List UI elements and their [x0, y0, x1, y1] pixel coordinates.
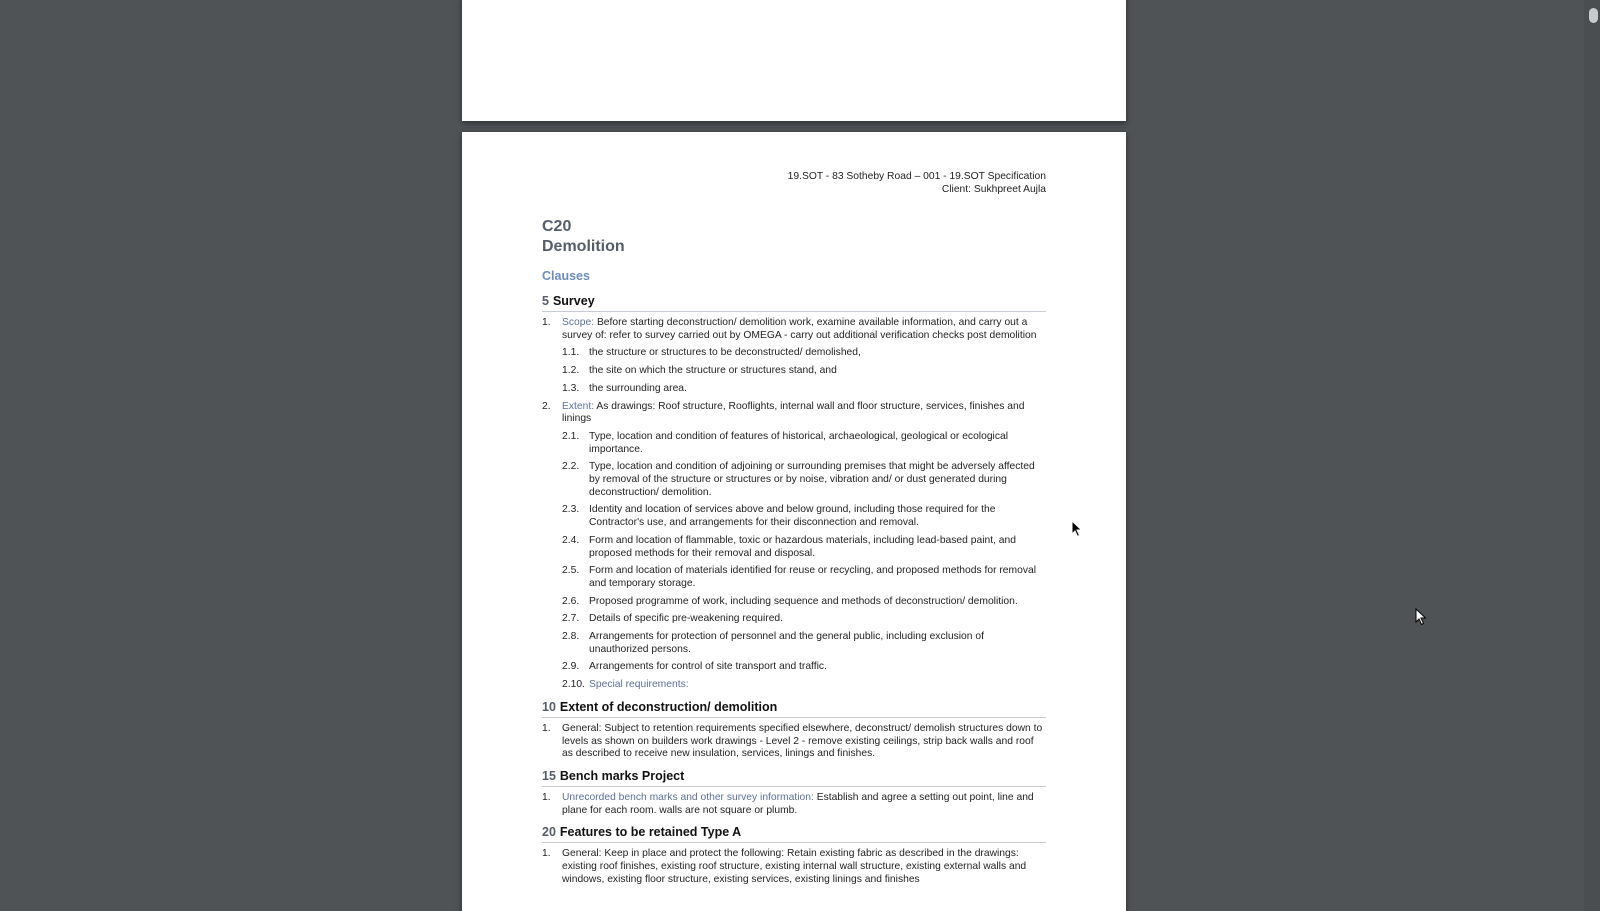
sub-item-number: 1.2. — [562, 365, 580, 377]
sub-item — [542, 347, 1046, 360]
item-text: Establish and agree a setting out point, line and plane for each room. walls are not square or plumb. — [562, 791, 1034, 816]
sub-item-number: 2.4. — [562, 534, 580, 546]
item-number: 1. — [542, 791, 551, 803]
vertical-scrollbar[interactable] — [1584, 0, 1600, 911]
sub-item-body — [589, 596, 1046, 609]
clause-number: 10 — [542, 699, 556, 714]
item-body — [562, 317, 1046, 342]
sub-item-text: Type, location and condition of adjoining or surrounding premises that might be adversely affected by removal of the structure or structures or by noise, vibration and/ or dust generated during deconstruction/ demolition. — [589, 461, 1035, 498]
page-content — [542, 132, 1046, 887]
sub-item — [542, 661, 1046, 674]
sub-item-number: 2.9. — [562, 661, 580, 673]
sub-item-text: Arrangements for control of site transport and traffic. — [589, 661, 827, 673]
sub-item-text: Form and location of flammable, toxic or hazardous materials, including lead-based paint, and proposed methods for their removal and disposal. — [589, 534, 1016, 559]
sub-item-number: 1.1. — [562, 347, 580, 359]
clauses-list — [542, 294, 1046, 887]
clause-item — [542, 401, 1046, 426]
sub-item — [542, 383, 1046, 396]
sub-item-text: Proposed programme of work, including sequence and methods of deconstruction/ demolition. — [589, 595, 1018, 607]
sub-item-body — [589, 431, 1046, 456]
sub-item — [542, 631, 1046, 656]
section-code: C20 — [542, 218, 572, 235]
sub-item-body — [589, 347, 1046, 360]
clause-item — [542, 848, 1046, 886]
clause-title: Extent of deconstruction/ demolition — [559, 699, 778, 714]
document-page — [462, 132, 1126, 911]
document-header — [542, 171, 1046, 196]
item-number: 1. — [542, 317, 551, 328]
sub-item-text: Arrangements for protection of personnel and the general public, including exclusion of unauthorized persons. — [589, 631, 984, 655]
sub-item-number: 1.3. — [562, 382, 580, 394]
sub-item-body — [589, 365, 1046, 378]
sub-item-body — [589, 565, 1046, 590]
sub-item-body — [589, 613, 1046, 626]
sub-item — [542, 679, 1046, 692]
sub-item — [542, 613, 1046, 626]
sub-item-text: the surrounding area. — [589, 382, 687, 394]
clause-title: Features to be retained Type A — [559, 825, 742, 840]
sub-item-term: Special requirements: — [589, 679, 689, 691]
item-body — [562, 848, 1046, 886]
sub-item-text: Details of specific pre-weakening required. — [589, 613, 784, 625]
sub-item — [542, 365, 1046, 378]
sub-item-number: 2.8. — [562, 631, 580, 643]
item-text: General: Subject to retention requirements specified elsewhere, deconstruct/ demolish structures down to levels as shown on builders work drawings - Level 2 - remove existing ceilings, strip back walls and roof as described to receive new insulation, services, linings and finishes. — [562, 722, 1043, 760]
item-number: 2. — [542, 400, 551, 412]
section-name: Demolition — [542, 238, 625, 255]
header-project-line: 19.SOT - 83 Sotheby Road – 001 - 19.SOT Specification — [787, 171, 1046, 182]
item-number: 1. — [542, 722, 551, 734]
clause-title: Bench marks Project — [559, 768, 685, 783]
clause-number: 20 — [542, 825, 556, 840]
item-body — [562, 401, 1046, 426]
item-number: 1. — [542, 848, 551, 860]
sub-item — [542, 431, 1046, 456]
sub-item-body — [589, 661, 1046, 674]
clause-title: Survey — [552, 294, 595, 308]
sub-item-body — [589, 383, 1046, 396]
scrollbar-thumb[interactable] — [1589, 8, 1598, 23]
item-text: General: Keep in place and protect the following: Retain existing fabric as described in the drawings: existing roof finishes, existing roof structure, existing internal wall structure, existing external walls and windows, existing floor structure, existing services, existing linings and finishes — [562, 848, 1027, 885]
sub-item-body — [589, 535, 1046, 560]
clause-item — [542, 792, 1046, 817]
item-body — [562, 723, 1046, 761]
sub-item-text: Identity and location of services above and below ground, including those required for the Contractor's use, and arrangements for their disconnection and removal. — [589, 504, 996, 529]
sub-item-number: 2.3. — [562, 504, 580, 516]
clause-heading — [542, 825, 1046, 843]
item-term: Scope: — [562, 317, 595, 328]
clause-number: 5 — [542, 294, 549, 308]
sub-item-number: 2.6. — [562, 595, 580, 607]
clause-item — [542, 317, 1046, 342]
sub-item-body — [589, 461, 1046, 499]
item-term: Unrecorded bench marks and other survey information: — [562, 791, 814, 803]
item-term: Extent: — [562, 400, 595, 412]
sub-item — [542, 565, 1046, 590]
mouse-cursor-icon — [1415, 608, 1427, 626]
sub-item — [542, 504, 1046, 529]
sub-item-text: the structure or structures to be deconstructed/ demolished, — [589, 347, 861, 359]
sub-item-text: the site on which the structure or structures stand, and — [589, 365, 837, 377]
sub-item-body — [589, 631, 1046, 656]
clause-heading — [542, 294, 1046, 312]
clause-heading — [542, 769, 1046, 787]
sub-item-number: 2.2. — [562, 461, 580, 473]
sub-item-text: Form and location of materials identified for reuse or recycling, and proposed methods for removal and temporary storage. — [589, 565, 1036, 589]
sub-item-number: 2.7. — [562, 613, 580, 625]
item-body — [562, 792, 1046, 817]
sub-item-body — [589, 504, 1046, 529]
sub-item-text: Type, location and condition of features of historical, archaeological, geological or ecological importance. — [589, 430, 1008, 455]
mouse-cursor-icon — [1071, 520, 1083, 538]
header-client-line: Client: Sukhpreet Aujla — [941, 183, 1046, 195]
clauses-heading: Clauses — [542, 269, 590, 283]
clause-item — [542, 723, 1046, 761]
item-text: As drawings: Roof structure, Rooflights, internal wall and floor structure, services, finishes and linings — [562, 400, 1025, 425]
sub-item — [542, 596, 1046, 609]
clause-heading — [542, 700, 1046, 718]
sub-item-body — [589, 679, 1046, 692]
item-text: Before starting deconstruction/ demolition work, examine available information, and carry out a survey of: refer to survey carried out by OMEGA - carry out additional verification checks post demolition — [562, 317, 1037, 341]
sub-item — [542, 535, 1046, 560]
previous-page — [462, 0, 1126, 121]
sub-item-number: 2.5. — [562, 565, 580, 577]
sub-item-number: 2.10. — [562, 679, 585, 691]
sub-item — [542, 461, 1046, 499]
clause-number: 15 — [542, 768, 556, 783]
sub-item-number: 2.1. — [562, 430, 580, 442]
